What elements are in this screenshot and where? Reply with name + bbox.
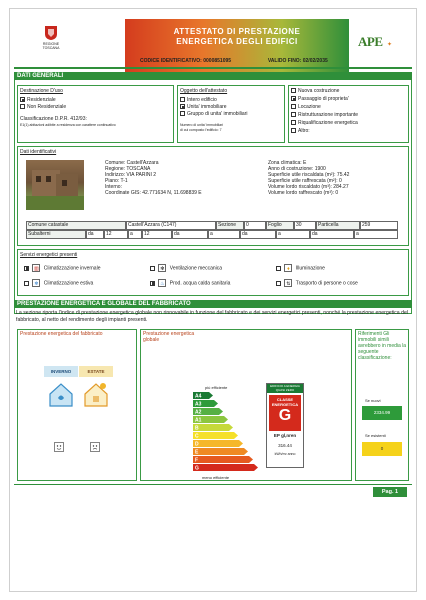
- particella-label: Particella: [316, 221, 360, 230]
- sub-a-2: a: [208, 230, 240, 239]
- oggetto-note-2: di cui composto l'edificio: 7: [180, 128, 222, 132]
- motivazione-locazione[interactable]: Locazione: [291, 104, 358, 110]
- footer-divider: [14, 484, 412, 485]
- se-esistenti-box: 0: [362, 442, 402, 456]
- energy-class-g: [193, 464, 258, 471]
- zona-climatica-text: Zona climatica: E: [268, 160, 307, 166]
- region-crest-icon: [44, 25, 58, 41]
- servizio-trasporto[interactable]: ⇅ Trasporto di persone o cose: [276, 279, 358, 287]
- subalterni-label: Subalterni: [26, 230, 86, 239]
- validity-label: VALIDO FINO:: [267, 58, 302, 64]
- destinazione-title: Destinazione D'uso: [20, 88, 63, 94]
- energy-class-label-b: B: [195, 425, 199, 432]
- indirizzo-text: Indirizzo: VIA PARINI 2: [105, 172, 157, 178]
- sezione-value: 0: [244, 221, 266, 230]
- building-photo: [26, 160, 84, 210]
- anno-costruzione-text: Anno di costruzione: 1900: [268, 166, 326, 172]
- residenziale-checkbox[interactable]: [20, 97, 25, 102]
- certificate-page: [9, 8, 417, 592]
- sub-da-1: da: [86, 230, 104, 239]
- ape-logo-text: APE: [358, 34, 383, 49]
- header-band: [125, 19, 349, 74]
- piu-efficiente: più efficiente: [205, 385, 228, 390]
- oggetto-note-1: Numero di unita' immobiliari: [180, 123, 224, 127]
- radiator-icon: ▥: [34, 266, 39, 272]
- oggetto-gruppo-unita[interactable]: Gruppo di unita' immobiliari: [180, 111, 247, 117]
- oggetto-intero-edificio[interactable]: Intero edificio: [180, 97, 247, 103]
- comune-text: Comune: Castell'Azzara: [105, 160, 159, 166]
- ristrutturazione-checkbox[interactable]: [291, 112, 296, 117]
- servizio-acqua-calda[interactable]: ♨ Prod. acqua calda sanitaria: [150, 279, 230, 287]
- sub-a-3: a: [276, 230, 310, 239]
- energy-class-label-g: G: [195, 465, 199, 472]
- sub-value-1: 12: [104, 230, 128, 239]
- lightbulb-icon: ♦: [284, 264, 292, 272]
- season-graphic: [44, 366, 114, 453]
- trasporto-checkbox[interactable]: [276, 281, 281, 286]
- header-divider: [14, 67, 412, 69]
- destinazione-non-residenziale[interactable]: Non Residenziale: [20, 104, 66, 110]
- ep-label: EP gl,nren: [273, 433, 297, 438]
- energy-class-label-f: F: [195, 457, 199, 464]
- se-nuovi-box: 2334.99: [362, 406, 402, 420]
- se-nuovi-label: Se nuovi: [365, 398, 381, 403]
- classe-label: CLASSE ENERGETICA: [271, 397, 299, 407]
- estate-smile-icon: [90, 442, 100, 452]
- dati-generali-title: DATI GENERALI: [14, 72, 412, 80]
- motivazione-nuova-costruzione[interactable]: Nuova costruzione: [291, 88, 358, 94]
- validity-value: 02/02/2035: [302, 58, 328, 64]
- inverno-smile-icon: [54, 442, 64, 452]
- motivazione-passaggio[interactable]: Passaggio di proprieta': [291, 96, 358, 102]
- gruppo-unita-checkbox[interactable]: [180, 111, 185, 116]
- sub-da-2: da: [172, 230, 208, 239]
- volume-raffrescato-text: Volume lordo raffrescato (m³): 0: [268, 190, 339, 196]
- sub-da-3: da: [240, 230, 276, 239]
- sub-a-1: a: [128, 230, 142, 239]
- energy-class-label-a1: A1: [195, 417, 202, 424]
- foglio-label: Foglio: [266, 221, 294, 230]
- comune-catastale-value: Castell'Azzara (C147): [126, 221, 216, 230]
- energy-class-f: [193, 456, 253, 463]
- region-logo: [36, 25, 66, 59]
- oggetto-title: Oggetto dell'attestato: [180, 88, 228, 94]
- particella-value: 259: [360, 221, 398, 230]
- motivazione-riqualificazione[interactable]: Riqualificazione energetica: [291, 120, 358, 126]
- coordinate-text: Coordinate GIS: 42.771634 N, 11.698839 E: [105, 190, 202, 196]
- edificio-zero-label: EDIFICIO A ENERGIA QUASI ZERO: [267, 384, 303, 393]
- inverno-house-icon: [46, 380, 76, 408]
- title-line2: ENERGETICA DEGLI EDIFICI: [176, 37, 298, 46]
- energy-class-d: [193, 440, 243, 447]
- energy-class-e: [193, 448, 248, 455]
- elevator-icon: ⇅: [286, 281, 291, 287]
- intero-edificio-checkbox[interactable]: [180, 97, 185, 102]
- motivazione-altro[interactable]: Altro:: [291, 128, 358, 134]
- ape-logo-mark: ✦: [386, 42, 392, 48]
- foglio-value: 30: [294, 221, 316, 230]
- servizio-clim-estiva[interactable]: ❄ Climatizzazione estiva: [24, 279, 93, 287]
- energy-class-label-a3: A3: [195, 401, 202, 408]
- energy-class-label-c: C: [195, 433, 199, 440]
- clim-estiva-checkbox[interactable]: [24, 281, 29, 286]
- unita-immobiliare-checkbox[interactable]: [180, 104, 185, 109]
- piano-text: Piano: T-1: [105, 178, 128, 184]
- servizio-clim-invernale[interactable]: ▥ Climatizzazione invernale: [24, 264, 100, 272]
- destinazione-options: [20, 97, 66, 110]
- inverno-header: INVERNO: [44, 366, 78, 377]
- energy-class-label-a2: A2: [195, 409, 202, 416]
- identificativi-right: [268, 160, 349, 196]
- ep-unit: kWh/m² anno: [274, 452, 296, 456]
- sub-da-4: da: [310, 230, 354, 239]
- code-line: [140, 58, 400, 64]
- oggetto-unita-immobiliare[interactable]: Unita' immobiliare: [180, 104, 247, 110]
- acqua-calda-checkbox[interactable]: [150, 281, 155, 286]
- energy-scale: [193, 392, 261, 474]
- altro-checkbox[interactable]: [291, 128, 296, 133]
- illuminazione-checkbox[interactable]: [276, 266, 281, 271]
- estate-header: ESTATE: [79, 366, 113, 377]
- building-image-icon: [26, 160, 84, 210]
- energy-class-c: [193, 432, 238, 439]
- superficie-raffrescata-text: Superficie utile raffrescata (m²): 0: [268, 178, 342, 184]
- regione-text: Regione: TOSCANA: [105, 166, 151, 172]
- ape-logo: [358, 33, 398, 53]
- ep-value: 316.44: [278, 443, 292, 448]
- clim-invernale-checkbox[interactable]: [24, 266, 29, 271]
- comune-catastale-label: Comune catastale: [26, 221, 126, 230]
- energy-class-b: [193, 424, 233, 431]
- faucet-icon: ♨: [160, 281, 165, 287]
- sub-value-2: 12: [142, 230, 172, 239]
- fan-icon: ✻: [160, 266, 165, 272]
- fabbricato-title: Prestazione energetica del fabbricato: [20, 331, 103, 337]
- dati-identificativi-title: Dati identificativi: [20, 149, 57, 155]
- motivazione-options: [291, 88, 358, 134]
- prestazione-description: La sezione riporta l'indice di prestazione energetica globale non rinnovabile in funzione del fabbricato e dei servizi energetici presenti, nonché la prestazione energetica del fabbricato, al netto del rendimento degli impianti presenti.: [16, 310, 409, 323]
- oggetto-options: [180, 97, 247, 117]
- energy-class-label-a4: A4: [195, 393, 202, 400]
- superficie-riscaldata-text: Superficie utile riscaldata (m²): 75.42: [268, 172, 350, 178]
- destinazione-residenziale[interactable]: Residenziale: [20, 97, 66, 103]
- locazione-checkbox[interactable]: [291, 104, 296, 109]
- passaggio-checkbox[interactable]: [291, 96, 296, 101]
- riferimenti-title: Riferimenti Gli immobili simili avrebbero in media la seguente classificazione:: [358, 331, 407, 361]
- estate-house-icon: [81, 380, 111, 408]
- globale-title: Prestazione energetica globale: [143, 331, 195, 343]
- identificativi-left: [105, 160, 202, 196]
- volume-riscaldato-text: Volume lordo riscaldato (m³): 284.27: [268, 184, 349, 190]
- se-esistenti-label: Se esistenti: [365, 433, 386, 438]
- classe-value: G: [278, 407, 292, 424]
- servizio-illuminazione[interactable]: ♦ Illuminazione: [276, 264, 325, 272]
- region-name: REGIONE TOSCANA: [42, 42, 60, 50]
- energy-class-label-d: D: [195, 441, 199, 448]
- prestazione-title: PRESTAZIONE ENERGETICA E GLOBALE DEL FABBRICATO: [14, 300, 412, 308]
- riqualificazione-checkbox[interactable]: [291, 120, 296, 125]
- energy-class-label-e: E: [195, 449, 199, 456]
- interno-text: Interno:: [105, 184, 122, 190]
- nuova-costruzione-checkbox[interactable]: [291, 88, 296, 93]
- non-residenziale-checkbox[interactable]: [20, 104, 25, 109]
- classificazione-label: Classificazione D.P.R. 412/93:: [20, 116, 87, 122]
- meno-efficiente: meno efficiente: [202, 475, 230, 480]
- classificazione-note: E1(1) abitazioni adibite a residenza con carattere continuativo: [20, 123, 116, 127]
- motivazione-ristrutturazione[interactable]: Ristrutturazione importante: [291, 112, 358, 118]
- servizi-title: Servizi energetici presenti: [20, 252, 78, 258]
- classe-badge: [266, 383, 304, 468]
- sub-a-4: a: [354, 230, 398, 239]
- sezione-label: Sezione: [216, 221, 244, 230]
- snowflake-icon: ❄: [34, 281, 39, 287]
- page-number: Pag. 1: [373, 487, 407, 497]
- codice-label: CODICE IDENTIFICATIVO:: [140, 58, 202, 64]
- classe-box: [269, 395, 301, 431]
- servizio-ventilazione[interactable]: ✻ Ventilazione meccanica: [150, 264, 222, 272]
- title-line1: ATTESTATO DI PRESTAZIONE: [173, 27, 301, 36]
- codice-value: 0000851095: [203, 58, 232, 64]
- ventilazione-checkbox[interactable]: [150, 266, 155, 271]
